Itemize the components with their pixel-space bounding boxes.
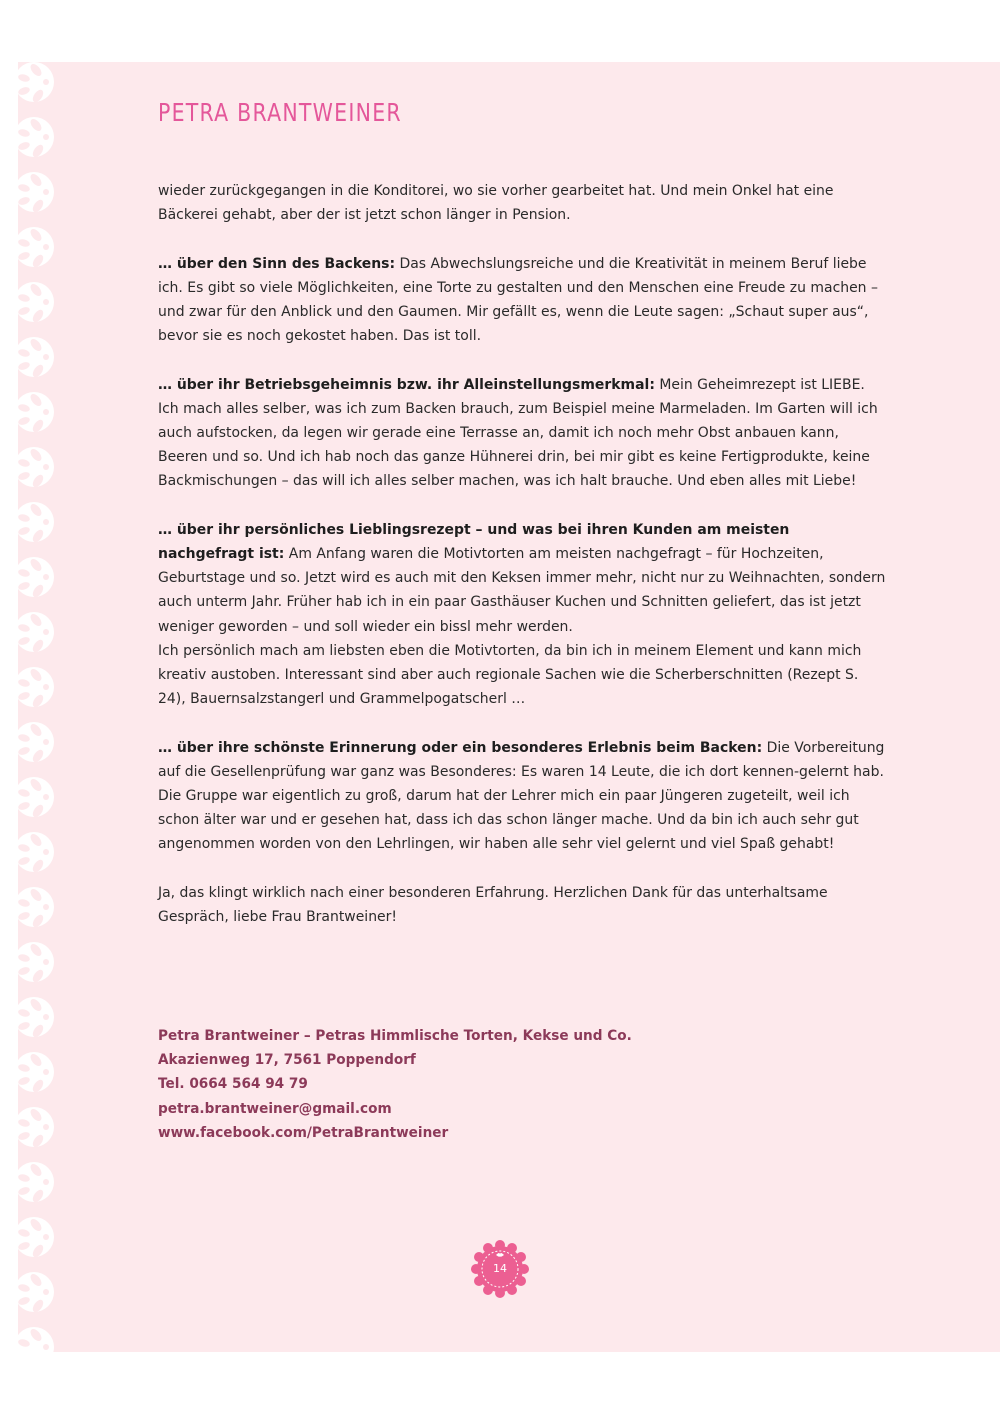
contact-address: Akazienweg 17, 7561 Poppendorf bbox=[158, 1052, 416, 1069]
answer-text: Am Anfang waren die Motivtorten am meisten nachgefragt – für Hochzeiten, Geburtstage und so. Jetzt wird es auch mit den Keksen immer mehr, nicht nur zu Weihnachten, sondern auch unterm Jahr. Früher hab ich in ein paar Gasthäuser Kuchen und Schnitten geliefert, das ist jetzt weniger geworden – und soll wieder ein bissl mehr werden. bbox=[158, 546, 886, 635]
closing-text: Ja, das klingt wirklich nach einer besonderen Erfahrung. Herzlichen Dank für das unterhaltsame Gespräch, liebe Frau Brantweiner! bbox=[158, 884, 828, 926]
answer-text: Das Abwechslungsreiche und die Kreativität in meinem Beruf liebe ich. Es gibt so viele Möglichkeiten, eine Torte zu gestalten und den Menschen eine Freude zu machen – und zwar für den Anblick und den Gaumen. Mir gefällt es, wenn die Leute sagen: „Schaut super aus“, bevor sie es noch gekostet haben. Das ist toll. bbox=[158, 255, 878, 345]
contact-block bbox=[158, 1024, 632, 1145]
page-header-title: PETRA BRANTWEINER bbox=[158, 98, 402, 127]
contact-business-name: Petra Brantweiner – Petras Himmlische Torten, Kekse und Co. bbox=[158, 1028, 632, 1044]
paragraph-betriebsgeheimnis bbox=[158, 373, 890, 494]
question-lead: … über ihre schönste Erinnerung oder ein besonderes Erlebnis beim Backen: bbox=[158, 739, 763, 756]
question-lead: … über ihr Betriebsgeheimnis bzw. ihr Alleinstellungsmerkmal: bbox=[158, 376, 655, 393]
page-number: 14 bbox=[493, 1262, 507, 1275]
question-lead: … über ihr persönliches Lieblingsrezept – und was bei ihren Kunden am meisten nachgefragt ist: bbox=[158, 521, 790, 562]
answer-text: Ich persönlich mach am liebsten eben die Motivtorten, da bin ich in meinem Element und kann mich kreativ austoben. Interessant sind aber auch regionale Sachen wie die Scherberschnitten (Rezept S. 24), Bauernsalzstangerl und Grammelpogatscherl … bbox=[158, 642, 862, 708]
paragraph-sinn-des-backens bbox=[158, 252, 890, 349]
contact-phone: Tel. 0664 564 94 79 bbox=[158, 1076, 308, 1093]
paragraph-1 bbox=[158, 179, 890, 227]
contact-website: www.facebook.com/PetraBrantweiner bbox=[158, 1124, 449, 1141]
article-body bbox=[158, 179, 890, 953]
paragraph-lieblingsrezept bbox=[158, 518, 890, 639]
paragraph-lieblingsrezept-continued bbox=[158, 639, 890, 712]
paragraph-1-text: wieder zurückgegangen in die Konditorei, wo sie vorher gearbeitet hat. Und mein Onkel hat eine Bäckerei gehabt, aber der ist jetzt schon länger in Pension. bbox=[158, 183, 834, 224]
paragraph-closing bbox=[158, 881, 890, 929]
contact-email: petra.brantweiner@gmail.com bbox=[158, 1100, 392, 1117]
lace-border-decoration bbox=[0, 62, 60, 1352]
answer-text: Mein Geheimrezept ist LIEBE. Ich mach alles selber, was ich zum Backen brauch, zum Beispiel meine Marmeladen. Im Garten will ich auch aufstocken, da legen wir gerade eine Terrasse an, damit ich noch mehr Obst anbauen kann, Beeren und so. Und ich hab noch das ganze Hühnerei drin, bei mir gibt es keine Fertigprodukte, keine Backmischungen – das will ich alles selber machen, was ich halt brauche. Und eben alles mit Liebe! bbox=[158, 376, 878, 490]
question-lead: … über den Sinn des Backens: bbox=[158, 255, 396, 272]
paragraph-schoenste-erinnerung bbox=[158, 736, 890, 857]
answer-text: Die Vorbereitung auf die Gesellenprüfung war ganz was Besonderes: Es waren 14 Leute, die ich dort kennen-gelernt hab. Die Gruppe war eigentlich zu groß, darum hat der Lehrer mich ein paar Jüngeren zugeteilt, weil ich schon älter war und er gesehen hat, dass ich das schon länger mache. Und da bin ich auch sehr gut angenommen worden von den Lehrlingen, wir haben alle sehr viel gelernt und viel Spaß gehabt! bbox=[158, 739, 885, 853]
